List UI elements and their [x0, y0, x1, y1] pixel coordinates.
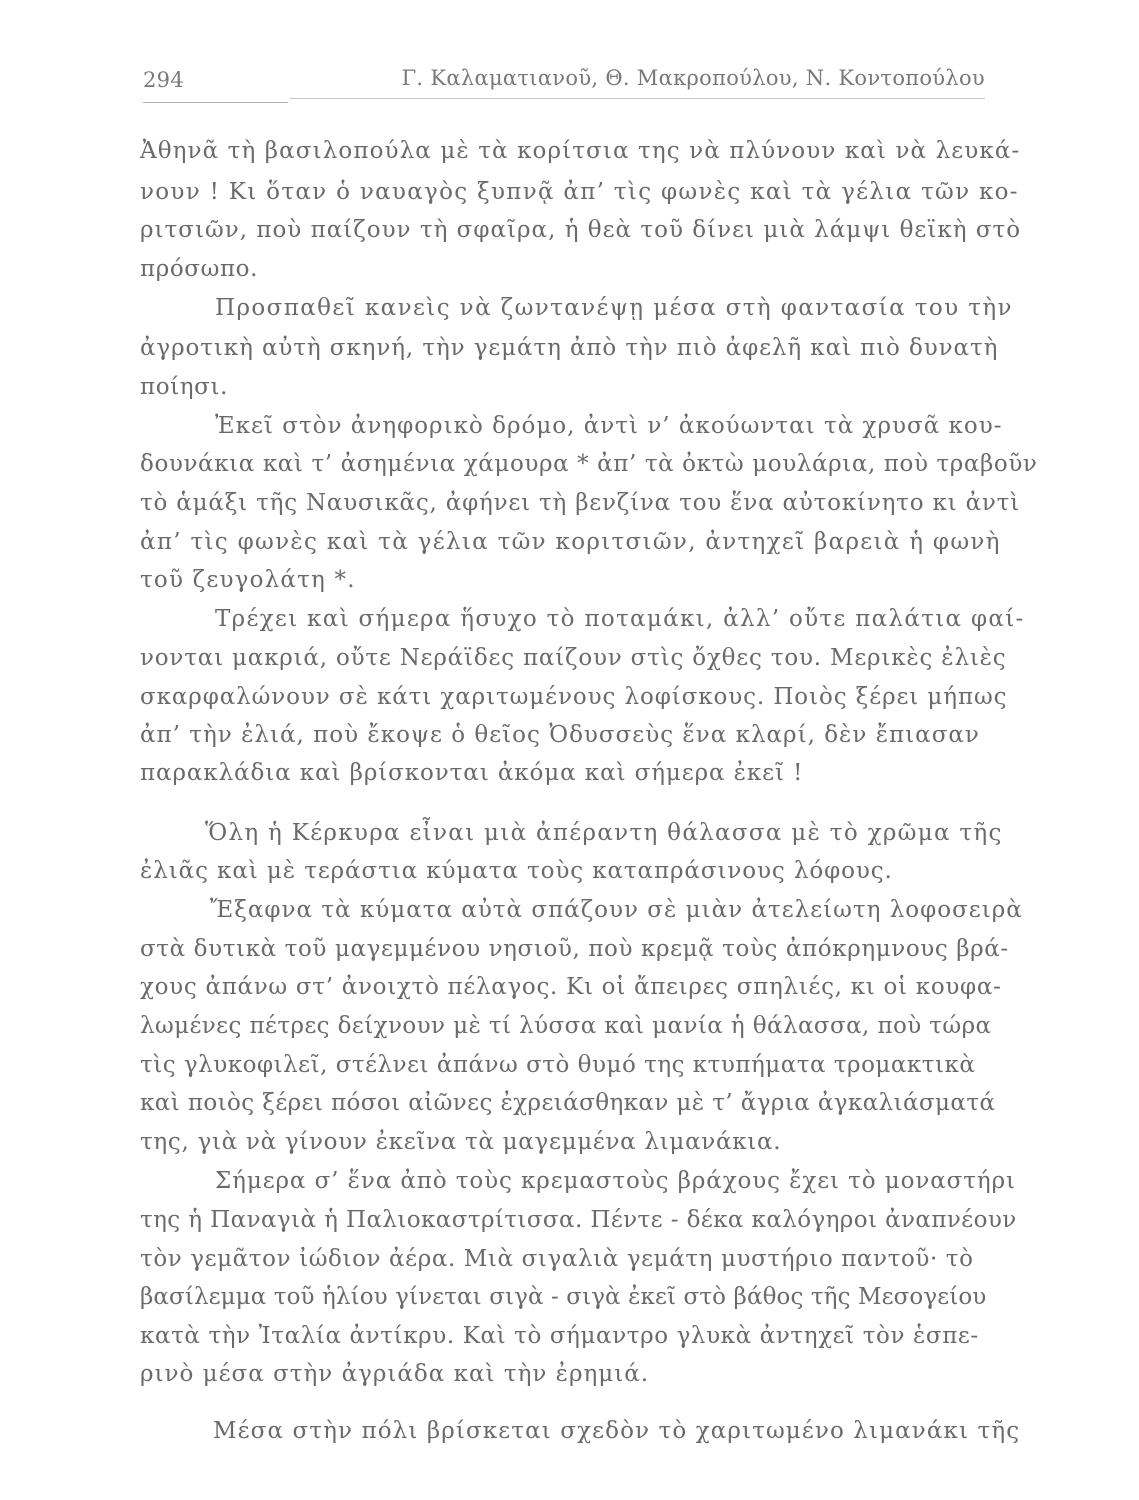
text-line: της, γιὰ νὰ γίνουν ἐκεῖνα τὰ μαγεμμένα λιμανάκια. — [140, 1129, 782, 1155]
text-line: ἀπ’ τὶς φωνὲς καὶ τὰ γέλια τῶν κοριτσιῶν, ἀντηχεῖ βαρειὰ ἡ φωνὴ — [140, 529, 1001, 555]
text-line: ριτσιῶν, ποὺ παίζουν τὴ σφαῖρα, ἡ θεὰ τοῦ δίνει μιὰ λάμψι θεϊκὴ στὸ — [140, 217, 1022, 243]
running-header — [143, 66, 985, 100]
text-line: Ἔξαφνα τὰ κύματα αὐτὰ σπάζουν σὲ μιὰν ἀτελείωτη λοφοσειρὰ — [210, 897, 1023, 923]
text-line: της ἡ Παναγιὰ ἡ Παλιοκαστρίτισσα. Πέντε - δέκα καλόγηροι ἀναπνέουν — [140, 1207, 1017, 1233]
text-line: Προσπαθεῖ κανεὶς νὰ ζωντανέψῃ μέσα στὴ φαντασία του τὴν — [215, 295, 1013, 321]
text-line: ἐλιᾶς καὶ μὲ τεράστια κύματα τοὺς καταπράσινους λόφους. — [140, 858, 893, 884]
text-line: βασίλεμμα τοῦ ἡλίου γίνεται σιγὰ - σιγὰ ἐκεῖ στὸ βάθος τῆς Μεσογείου — [140, 1284, 987, 1310]
text-line: ποίησι. — [140, 374, 228, 400]
text-line: πρόσωπο. — [140, 256, 259, 282]
header-rule — [143, 102, 288, 103]
text-line: δουνάκια καὶ τ’ ἀσημένια χάμουρα * ἀπ’ τὰ ὀκτὼ μουλάρια, ποὺ τραβοῦν — [140, 451, 1038, 477]
text-line: Μέσα στὴν πόλι βρίσκεται σχεδὸν τὸ χαριτωμένο λιμανάκι τῆς — [213, 1418, 1021, 1444]
text-line: χους ἀπάνω στ’ ἀνοιχτὸ πέλαγος. Κι οἱ ἄπειρες σπηλιές, κι οἱ κουφα- — [140, 974, 1002, 1000]
page-number: 294 — [143, 68, 184, 92]
text-line: στὰ δυτικὰ τοῦ μαγεμμένου νησιοῦ, ποὺ κρεμᾷ τοὺς ἀπόκρημνους βρά- — [140, 936, 1009, 962]
text-line: Σήμερα σ’ ἕνα ἀπὸ τοὺς κρεμαστοὺς βράχους ἔχει τὸ μοναστήρι — [215, 1168, 1016, 1194]
text-line: κατὰ τὴν Ἰταλία ἀντίκρυ. Καὶ τὸ σήμαντρο γλυκὰ ἀντηχεῖ τὸν ἑσπε- — [140, 1323, 979, 1349]
header-rule — [290, 98, 985, 99]
text-line: τὶς γλυκοφιλεῖ, στέλνει ἀπάνω στὸ θυμό της κτυπήματα τρομακτικὰ — [140, 1052, 976, 1078]
text-line: νονται μακριά, οὔτε Νεράϊδες παίζουν στὶς ὄχθες του. Μερικὲς ἐλιὲς — [140, 645, 1007, 671]
text-line: ἀπ’ τὴν ἐλιά, ποὺ ἔκοψε ὁ θεῖος Ὀδυσσεὺς ἕνα κλαρί, δὲν ἔπιασαν — [140, 722, 980, 748]
text-line: Ἀθηνᾶ τὴ βασιλοπούλα μὲ τὰ κορίτσια της νὰ πλύνουν καὶ νὰ λευκά- — [140, 138, 1021, 164]
text-line: καὶ ποιὸς ξέρει πόσοι αἰῶνες ἐχρειάσθηκαν μὲ τ’ ἄγρια ἀγκαλιάσματά — [140, 1090, 996, 1116]
text-line: Ἐκεῖ στὸν ἀνηφορικὸ δρόμο, ἀντὶ ν’ ἀκούωνται τὰ χρυσᾶ κου- — [215, 413, 1003, 439]
text-line: τοῦ ζευγολάτη *. — [140, 567, 356, 593]
text-line: τὸ ἁμάξι τῆς Ναυσικᾶς, ἀφήνει τὴ βενζίνα του ἕνα αὐτοκίνητο κι ἀντὶ — [140, 490, 1021, 516]
text-line: Ὅλη ἡ Κέρκυρα εἶναι μιὰ ἀπέραντη θάλασσα μὲ τὸ χρῶμα τῆς — [205, 820, 1003, 846]
text-line: νουν ! Κι ὅταν ὁ ναυαγὸς ξυπνᾷ ἀπ’ τὶς φωνὲς καὶ τὰ γέλια τῶν κο- — [140, 179, 1019, 205]
text-line: παρακλάδια καὶ βρίσκονται ἀκόμα καὶ σήμερα ἐκεῖ ! — [140, 760, 804, 786]
running-title: Γ. Καλαματιανοῦ, Θ. Μακροπούλου, Ν. Κοντοπούλου — [401, 66, 985, 90]
text-line: τὸν γεμᾶτον ἰώδιον ἀέρα. Μιὰ σιγαλιὰ γεμάτη μυστήριο παντοῦ· τὸ — [140, 1246, 974, 1272]
text-line: ρινὸ μέσα στὴν ἀγριάδα καὶ τὴν ἐρημιά. — [140, 1361, 650, 1387]
text-line: λωμένες πέτρες δείχνουν μὲ τί λύσσα καὶ μανία ἡ θάλασσα, ποὺ τώρα — [140, 1013, 992, 1039]
text-line: Τρέχει καὶ σήμερα ἥσυχο τὸ ποταμάκι, ἀλλ’ οὔτε παλάτια φαί- — [215, 606, 1025, 632]
text-line: ἀγροτικὴ αὐτὴ σκηνή, τὴν γεμάτη ἀπὸ τὴν πιὸ ἀφελῆ καὶ πιὸ δυνατὴ — [140, 335, 999, 361]
text-line: σκαρφαλώνουν σὲ κάτι χαριτωμένους λοφίσκους. Ποιὸς ξέρει μήπως — [140, 684, 1008, 710]
